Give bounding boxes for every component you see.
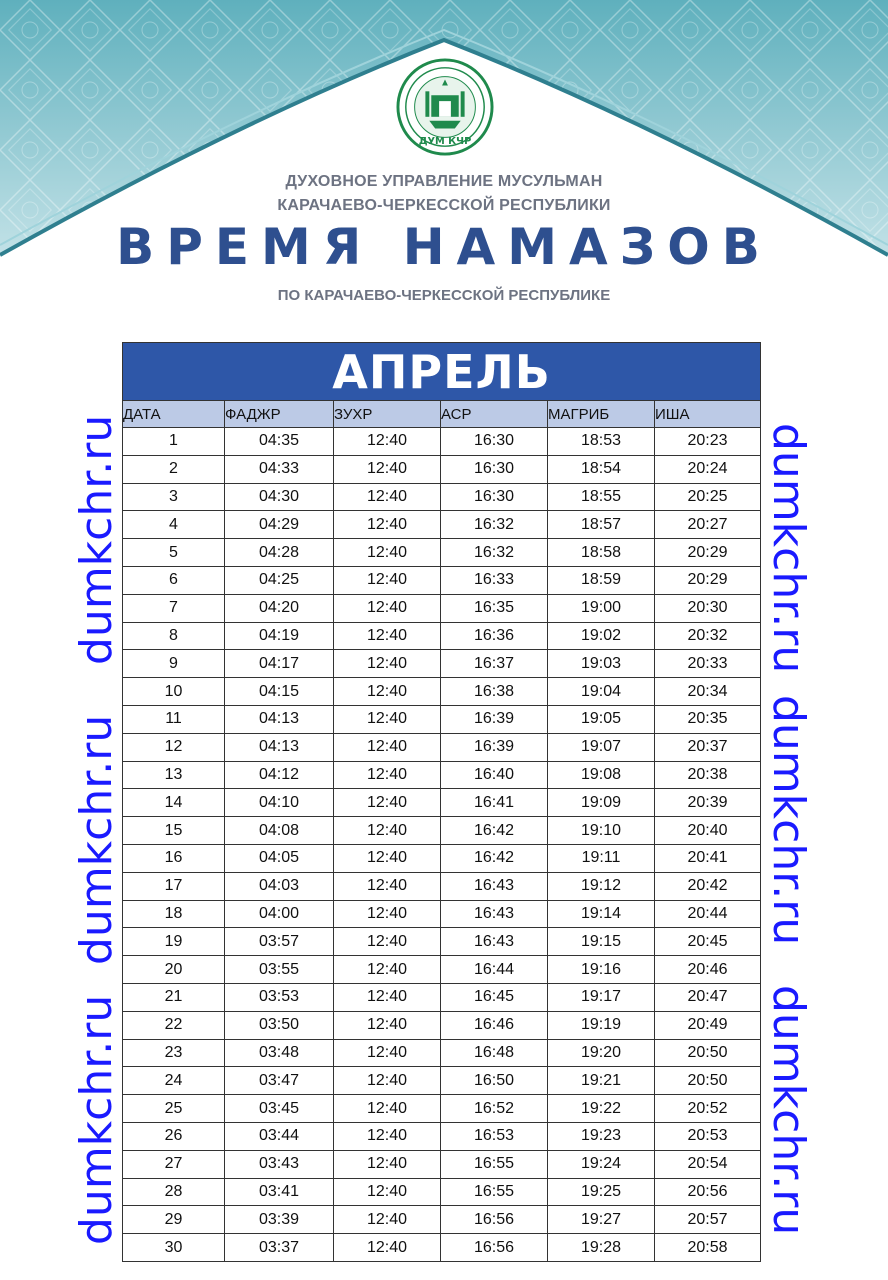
- date-cell: 30: [123, 1234, 225, 1262]
- column-header-maghrib: МАГРИБ: [548, 401, 655, 428]
- maghrib-cell: 18:57: [548, 511, 655, 539]
- maghrib-cell: 18:53: [548, 428, 655, 456]
- asr-cell: 16:39: [441, 705, 548, 733]
- fajr-cell: 04:13: [225, 733, 334, 761]
- isha-cell: 20:29: [655, 566, 761, 594]
- organization-name-line1: ДУХОВНОЕ УПРАВЛЕНИЕ МУСУЛЬМАН: [285, 173, 603, 190]
- isha-cell: 20:33: [655, 650, 761, 678]
- maghrib-cell: 19:11: [548, 844, 655, 872]
- fajr-cell: 04:30: [225, 483, 334, 511]
- date-cell: 9: [123, 650, 225, 678]
- dhuhr-cell: 12:40: [334, 928, 441, 956]
- dhuhr-cell: 12:40: [334, 594, 441, 622]
- fajr-cell: 04:12: [225, 761, 334, 789]
- table-row: [123, 594, 761, 622]
- date-cell: 16: [123, 844, 225, 872]
- fajr-cell: 03:43: [225, 1150, 334, 1178]
- table-row: [123, 455, 761, 483]
- dhuhr-cell: 12:40: [334, 789, 441, 817]
- date-cell: 15: [123, 817, 225, 845]
- asr-cell: 16:56: [441, 1234, 548, 1262]
- dhuhr-cell: 12:40: [334, 1067, 441, 1095]
- dhuhr-cell: 12:40: [334, 956, 441, 984]
- isha-cell: 20:50: [655, 1039, 761, 1067]
- table-row: [123, 566, 761, 594]
- column-header-fajr: ФАДЖР: [225, 401, 334, 428]
- table-row: [123, 511, 761, 539]
- asr-cell: 16:50: [441, 1067, 548, 1095]
- isha-cell: 20:24: [655, 455, 761, 483]
- fajr-cell: 03:57: [225, 928, 334, 956]
- date-cell: 5: [123, 539, 225, 567]
- table-row: [123, 650, 761, 678]
- asr-cell: 16:43: [441, 928, 548, 956]
- table-body: [123, 428, 761, 1262]
- table-row: [123, 539, 761, 567]
- date-cell: 10: [123, 678, 225, 706]
- asr-cell: 16:44: [441, 956, 548, 984]
- maghrib-cell: 19:16: [548, 956, 655, 984]
- isha-cell: 20:45: [655, 928, 761, 956]
- asr-cell: 16:45: [441, 983, 548, 1011]
- isha-cell: 20:44: [655, 900, 761, 928]
- dhuhr-cell: 12:40: [334, 483, 441, 511]
- fajr-cell: 03:47: [225, 1067, 334, 1095]
- asr-cell: 16:41: [441, 789, 548, 817]
- isha-cell: 20:34: [655, 678, 761, 706]
- table-row: [123, 678, 761, 706]
- dhuhr-cell: 12:40: [334, 733, 441, 761]
- maghrib-cell: 18:58: [548, 539, 655, 567]
- asr-cell: 16:32: [441, 539, 548, 567]
- fajr-cell: 04:03: [225, 872, 334, 900]
- fajr-cell: 04:05: [225, 844, 334, 872]
- page-title: ВРЕМЯ НАМАЗОВ: [116, 218, 772, 276]
- maghrib-cell: 19:25: [548, 1178, 655, 1206]
- isha-cell: 20:35: [655, 705, 761, 733]
- maghrib-cell: 19:21: [548, 1067, 655, 1095]
- isha-cell: 20:47: [655, 983, 761, 1011]
- fajr-cell: 04:35: [225, 428, 334, 456]
- dhuhr-cell: 12:40: [334, 1178, 441, 1206]
- isha-cell: 20:40: [655, 817, 761, 845]
- dhuhr-cell: 12:40: [334, 1150, 441, 1178]
- organization-name-line2: КАРАЧАЕВО-ЧЕРКЕССКОЙ РЕСПУБЛИКИ: [277, 197, 611, 214]
- dhuhr-cell: 12:40: [334, 622, 441, 650]
- isha-cell: 20:50: [655, 1067, 761, 1095]
- date-cell: 17: [123, 872, 225, 900]
- isha-cell: 20:30: [655, 594, 761, 622]
- table-row: [123, 928, 761, 956]
- maghrib-cell: 19:00: [548, 594, 655, 622]
- table-row: [123, 872, 761, 900]
- date-cell: 6: [123, 566, 225, 594]
- date-cell: 26: [123, 1122, 225, 1150]
- asr-cell: 16:52: [441, 1095, 548, 1123]
- table-row: [123, 1150, 761, 1178]
- table-row: [123, 1067, 761, 1095]
- table-row: [123, 428, 761, 456]
- asr-cell: 16:55: [441, 1150, 548, 1178]
- fajr-cell: 04:00: [225, 900, 334, 928]
- isha-cell: 20:53: [655, 1122, 761, 1150]
- maghrib-cell: 19:05: [548, 705, 655, 733]
- isha-cell: 20:58: [655, 1234, 761, 1262]
- table-row: [123, 817, 761, 845]
- table-row: [123, 733, 761, 761]
- dhuhr-cell: 12:40: [334, 678, 441, 706]
- isha-cell: 20:29: [655, 539, 761, 567]
- date-cell: 3: [123, 483, 225, 511]
- fajr-cell: 04:17: [225, 650, 334, 678]
- fajr-cell: 03:39: [225, 1206, 334, 1234]
- logo-text: ДУМ КЧР: [418, 136, 472, 148]
- watermark-left: dumkchr.ru: [71, 414, 122, 665]
- maghrib-cell: 19:03: [548, 650, 655, 678]
- watermark-right: dumkchr.ru: [763, 985, 814, 1236]
- fajr-cell: 03:44: [225, 1122, 334, 1150]
- asr-cell: 16:48: [441, 1039, 548, 1067]
- dhuhr-cell: 12:40: [334, 566, 441, 594]
- asr-cell: 16:42: [441, 844, 548, 872]
- fajr-cell: 03:45: [225, 1095, 334, 1123]
- asr-cell: 16:53: [441, 1122, 548, 1150]
- date-cell: 24: [123, 1067, 225, 1095]
- dum-kchr-logo: [396, 58, 494, 156]
- date-cell: 1: [123, 428, 225, 456]
- table-row: [123, 1011, 761, 1039]
- maghrib-cell: 18:54: [548, 455, 655, 483]
- fajr-cell: 04:33: [225, 455, 334, 483]
- asr-cell: 16:32: [441, 511, 548, 539]
- dhuhr-cell: 12:40: [334, 817, 441, 845]
- asr-cell: 16:46: [441, 1011, 548, 1039]
- dhuhr-cell: 12:40: [334, 1234, 441, 1262]
- maghrib-cell: 19:19: [548, 1011, 655, 1039]
- column-header-dhuhr: ЗУХР: [334, 401, 441, 428]
- asr-cell: 16:30: [441, 428, 548, 456]
- asr-cell: 16:40: [441, 761, 548, 789]
- maghrib-cell: 19:02: [548, 622, 655, 650]
- dhuhr-cell: 12:40: [334, 900, 441, 928]
- fajr-cell: 04:19: [225, 622, 334, 650]
- asr-cell: 16:38: [441, 678, 548, 706]
- isha-cell: 20:56: [655, 1178, 761, 1206]
- asr-cell: 16:33: [441, 566, 548, 594]
- date-cell: 27: [123, 1150, 225, 1178]
- date-cell: 4: [123, 511, 225, 539]
- dhuhr-cell: 12:40: [334, 705, 441, 733]
- dhuhr-cell: 12:40: [334, 1122, 441, 1150]
- date-cell: 2: [123, 455, 225, 483]
- asr-cell: 16:37: [441, 650, 548, 678]
- dhuhr-cell: 12:40: [334, 844, 441, 872]
- dhuhr-cell: 12:40: [334, 872, 441, 900]
- date-cell: 19: [123, 928, 225, 956]
- fajr-cell: 03:50: [225, 1011, 334, 1039]
- column-header-row: [123, 401, 761, 428]
- asr-cell: 16:43: [441, 900, 548, 928]
- asr-cell: 16:35: [441, 594, 548, 622]
- fajr-cell: 04:29: [225, 511, 334, 539]
- maghrib-cell: 19:04: [548, 678, 655, 706]
- date-cell: 25: [123, 1095, 225, 1123]
- date-cell: 18: [123, 900, 225, 928]
- table-row: [123, 1234, 761, 1262]
- maghrib-cell: 19:17: [548, 983, 655, 1011]
- table-row: [123, 1178, 761, 1206]
- table-row: [123, 844, 761, 872]
- maghrib-cell: 19:22: [548, 1095, 655, 1123]
- table-row: [123, 983, 761, 1011]
- table-row: [123, 761, 761, 789]
- column-header-date: ДАТА: [123, 401, 225, 428]
- dhuhr-cell: 12:40: [334, 1011, 441, 1039]
- fajr-cell: 04:20: [225, 594, 334, 622]
- table-row: [123, 622, 761, 650]
- asr-cell: 16:42: [441, 817, 548, 845]
- asr-cell: 16:36: [441, 622, 548, 650]
- dhuhr-cell: 12:40: [334, 761, 441, 789]
- maghrib-cell: 19:14: [548, 900, 655, 928]
- isha-cell: 20:27: [655, 511, 761, 539]
- watermark-left: dumkchr.ru: [71, 994, 122, 1245]
- dhuhr-cell: 12:40: [334, 455, 441, 483]
- table-row: [123, 900, 761, 928]
- table-row: [123, 956, 761, 984]
- fajr-cell: 04:15: [225, 678, 334, 706]
- month-title: АПРЕЛЬ: [123, 343, 761, 401]
- asr-cell: 16:39: [441, 733, 548, 761]
- isha-cell: 20:39: [655, 789, 761, 817]
- maghrib-cell: 19:28: [548, 1234, 655, 1262]
- asr-cell: 16:30: [441, 455, 548, 483]
- table-row: [123, 789, 761, 817]
- maghrib-cell: 19:12: [548, 872, 655, 900]
- isha-cell: 20:25: [655, 483, 761, 511]
- date-cell: 11: [123, 705, 225, 733]
- date-cell: 21: [123, 983, 225, 1011]
- isha-cell: 20:42: [655, 872, 761, 900]
- maghrib-cell: 19:15: [548, 928, 655, 956]
- maghrib-cell: 19:20: [548, 1039, 655, 1067]
- dhuhr-cell: 12:40: [334, 1095, 441, 1123]
- date-cell: 28: [123, 1178, 225, 1206]
- fajr-cell: 03:55: [225, 956, 334, 984]
- maghrib-cell: 18:55: [548, 483, 655, 511]
- asr-cell: 16:43: [441, 872, 548, 900]
- isha-cell: 20:54: [655, 1150, 761, 1178]
- prayer-times-table: [122, 342, 761, 1262]
- maghrib-cell: 19:09: [548, 789, 655, 817]
- fajr-cell: 04:10: [225, 789, 334, 817]
- date-cell: 29: [123, 1206, 225, 1234]
- maghrib-cell: 19:23: [548, 1122, 655, 1150]
- date-cell: 12: [123, 733, 225, 761]
- table-row: [123, 483, 761, 511]
- fajr-cell: 03:48: [225, 1039, 334, 1067]
- fajr-cell: 03:53: [225, 983, 334, 1011]
- table-row: [123, 1095, 761, 1123]
- table-row: [123, 705, 761, 733]
- isha-cell: 20:41: [655, 844, 761, 872]
- date-cell: 13: [123, 761, 225, 789]
- column-header-asr: АСР: [441, 401, 548, 428]
- watermark-right: dumkchr.ru: [763, 423, 814, 674]
- page-subtitle: ПО КАРАЧАЕВО-ЧЕРКЕССКОЙ РЕСПУБЛИКЕ: [277, 287, 611, 304]
- fajr-cell: 04:28: [225, 539, 334, 567]
- fajr-cell: 03:41: [225, 1178, 334, 1206]
- maghrib-cell: 19:27: [548, 1206, 655, 1234]
- dhuhr-cell: 12:40: [334, 539, 441, 567]
- decorative-header-background: [0, 0, 888, 330]
- watermark-right: dumkchr.ru: [763, 695, 814, 946]
- asr-cell: 16:55: [441, 1178, 548, 1206]
- date-cell: 14: [123, 789, 225, 817]
- dhuhr-cell: 12:40: [334, 511, 441, 539]
- date-cell: 8: [123, 622, 225, 650]
- dhuhr-cell: 12:40: [334, 428, 441, 456]
- isha-cell: 20:57: [655, 1206, 761, 1234]
- column-header-isha: ИША: [655, 401, 761, 428]
- date-cell: 22: [123, 1011, 225, 1039]
- table-row: [123, 1039, 761, 1067]
- isha-cell: 20:37: [655, 733, 761, 761]
- fajr-cell: 03:37: [225, 1234, 334, 1262]
- asr-cell: 16:56: [441, 1206, 548, 1234]
- fajr-cell: 04:08: [225, 817, 334, 845]
- dhuhr-cell: 12:40: [334, 1039, 441, 1067]
- isha-cell: 20:52: [655, 1095, 761, 1123]
- table-row: [123, 1206, 761, 1234]
- isha-cell: 20:46: [655, 956, 761, 984]
- dhuhr-cell: 12:40: [334, 1206, 441, 1234]
- maghrib-cell: 19:08: [548, 761, 655, 789]
- date-cell: 20: [123, 956, 225, 984]
- fajr-cell: 04:13: [225, 705, 334, 733]
- table-row: [123, 1122, 761, 1150]
- date-cell: 23: [123, 1039, 225, 1067]
- isha-cell: 20:32: [655, 622, 761, 650]
- watermark-left: dumkchr.ru: [71, 714, 122, 965]
- maghrib-cell: 19:10: [548, 817, 655, 845]
- date-cell: 7: [123, 594, 225, 622]
- fajr-cell: 04:25: [225, 566, 334, 594]
- isha-cell: 20:23: [655, 428, 761, 456]
- asr-cell: 16:30: [441, 483, 548, 511]
- isha-cell: 20:49: [655, 1011, 761, 1039]
- dhuhr-cell: 12:40: [334, 650, 441, 678]
- isha-cell: 20:38: [655, 761, 761, 789]
- maghrib-cell: 19:07: [548, 733, 655, 761]
- maghrib-cell: 19:24: [548, 1150, 655, 1178]
- dhuhr-cell: 12:40: [334, 983, 441, 1011]
- maghrib-cell: 18:59: [548, 566, 655, 594]
